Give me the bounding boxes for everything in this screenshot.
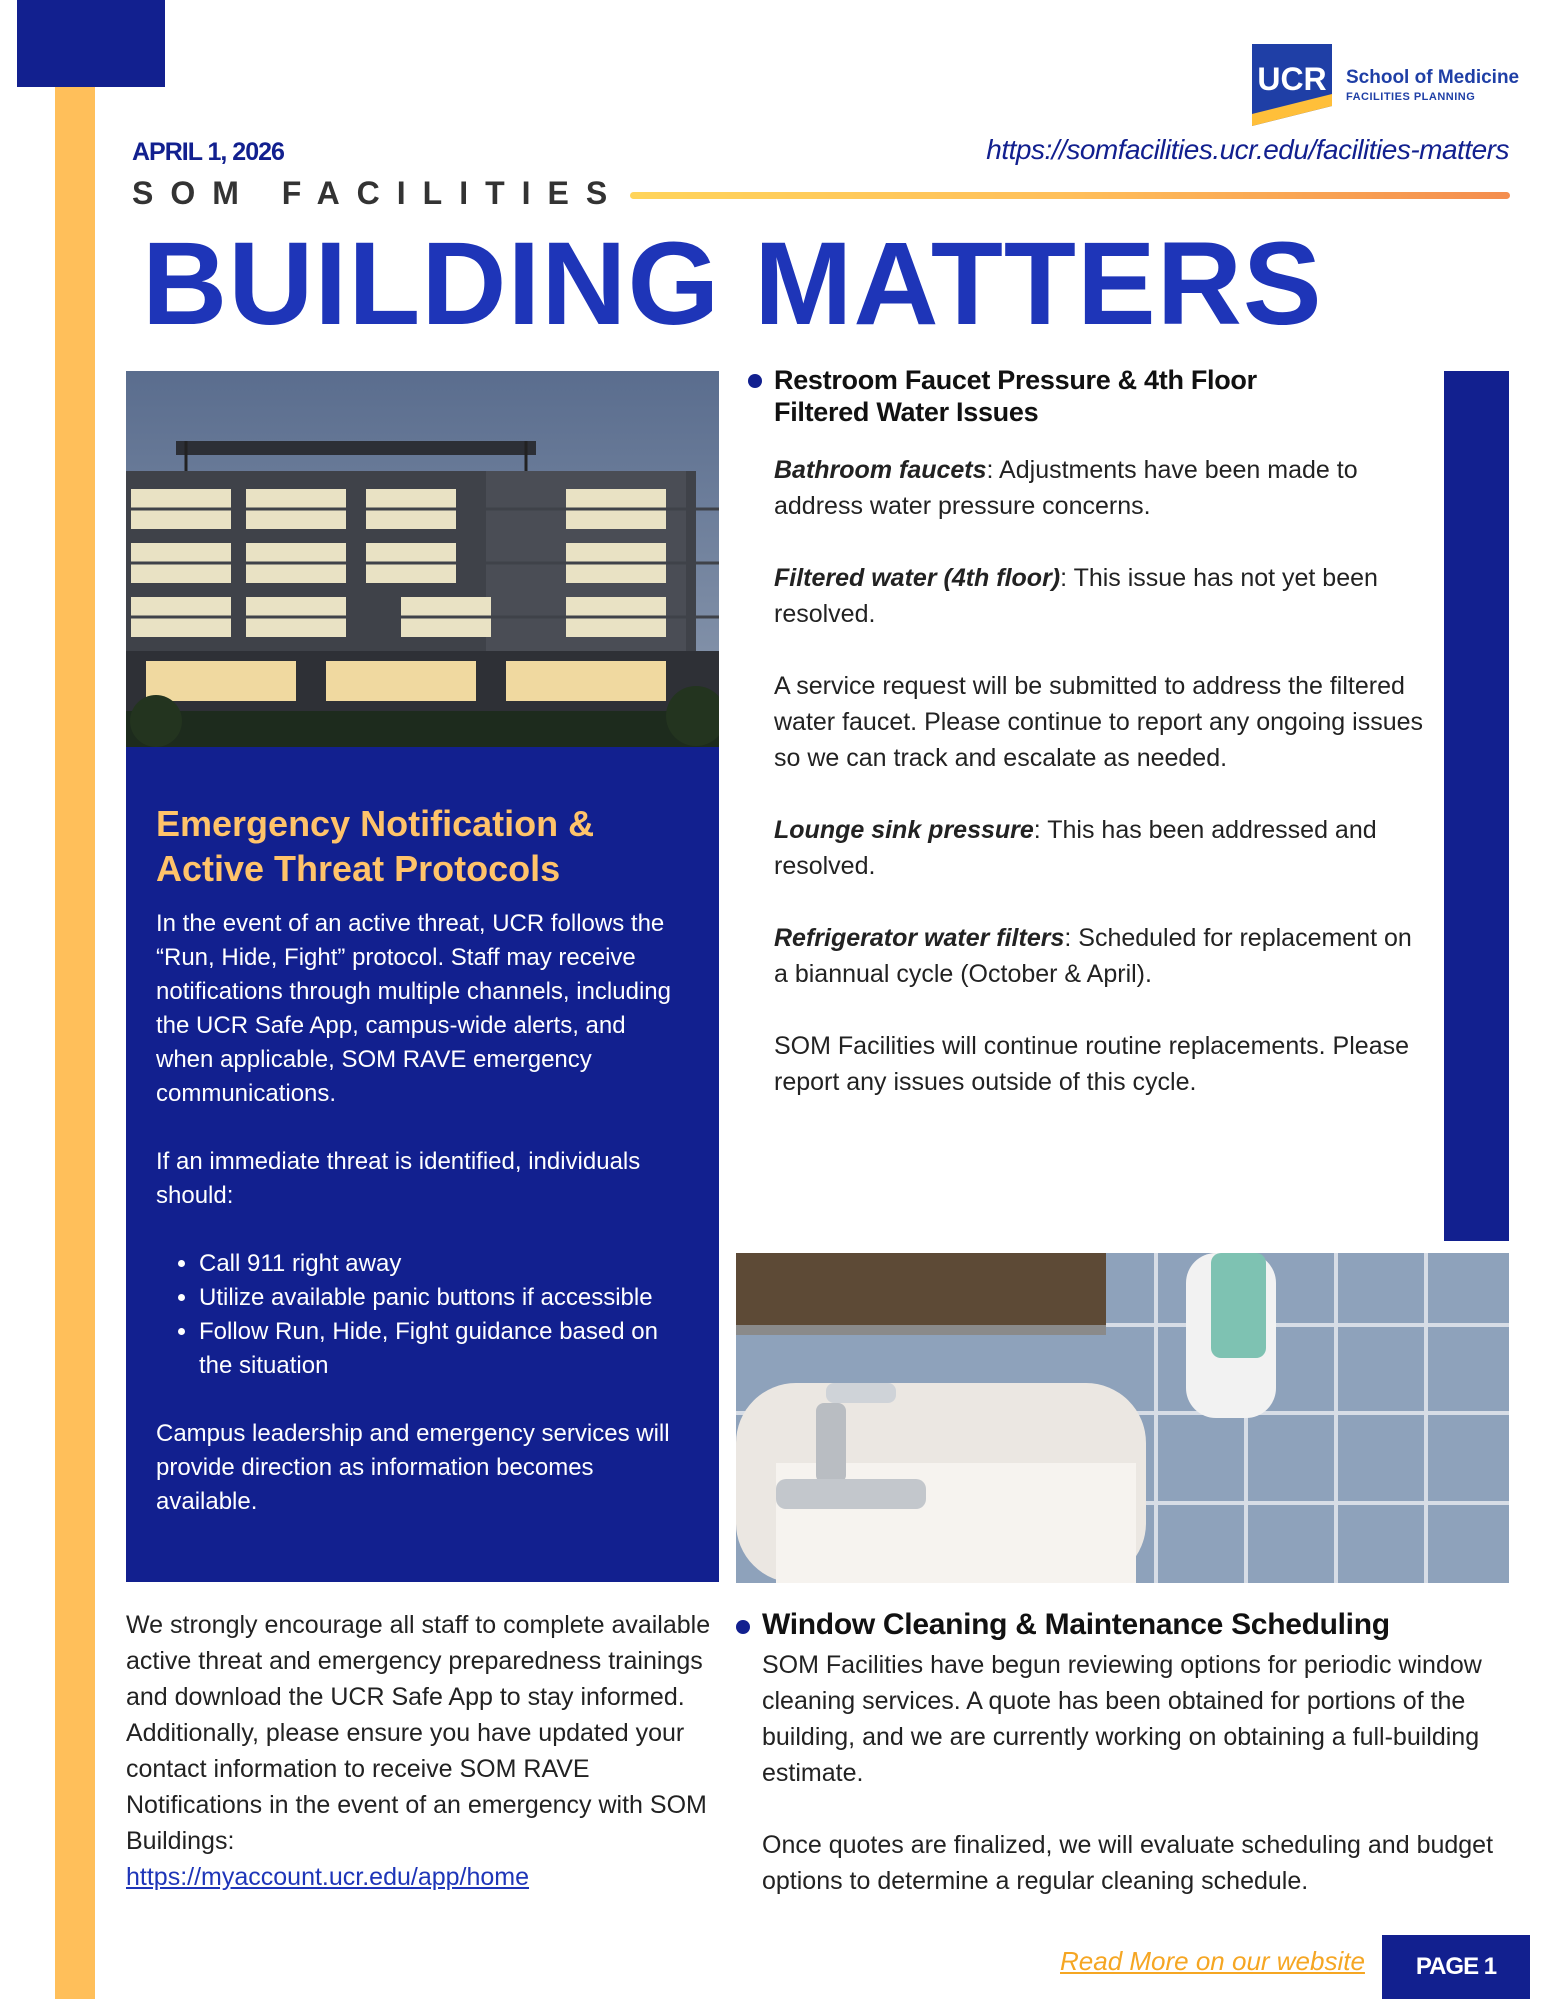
sink-photo: [736, 1253, 1509, 1583]
list-item: • Call 911 right away: [199, 1247, 689, 1281]
emergency-bullets: [156, 1247, 689, 1383]
emergency-instructions: If an immediate threat is identified, individuals should:: [156, 1148, 641, 1209]
logo-school-name: School of Medicine: [1346, 67, 1520, 88]
page-title: BUILDING MATTERS: [142, 218, 1323, 350]
ucr-shield-icon: [1252, 44, 1332, 126]
page-number: PAGE 1: [1382, 1935, 1530, 1999]
read-more-link[interactable]: Read More on our website: [1060, 1946, 1365, 1976]
water-closing: SOM Facilities will continue routine replacements. Please report any issues outside of this cycle.: [774, 1032, 1409, 1096]
windows-section-title: Window Cleaning & Maintenance Scheduling: [762, 1608, 1390, 1641]
building-photo: [126, 371, 719, 747]
emergency-intro: In the event of an active threat, UCR follows the “Run, Hide, Fight” protocol. Staff may receive notifications through multiple channels, including the UCR Safe App, campus-wide alerts, and when applicable, SOM RAVE emergency communications.: [156, 910, 671, 1107]
ucr-logo: [1252, 44, 1519, 126]
gradient-divider: [630, 192, 1510, 199]
windows-section: [736, 1607, 1516, 1899]
svg-text:UCR: UCR: [1257, 61, 1327, 97]
emergency-closing: Campus leadership and emergency services will provide direction as information becomes available.: [156, 1420, 670, 1515]
kicker: SOM FACILITIES: [132, 175, 625, 211]
bullet-dot-icon: [748, 374, 762, 388]
myaccount-link[interactable]: https://myaccount.ucr.edu/app/home: [126, 1863, 530, 1891]
item-fridge-filters: Refrigerator water filters: Scheduled for replacement on a biannual cycle (October & April).: [774, 924, 1412, 988]
emergency-panel: [126, 747, 719, 1582]
list-item: • Follow Run, Hide, Fight guidance based on the situation: [199, 1315, 689, 1383]
issue-date: APRIL 1, 2026: [132, 138, 284, 166]
water-section-title: Restroom Faucet Pressure & 4th Floor Filtered Water Issues: [774, 365, 1257, 427]
right-accent-bar: [1444, 371, 1509, 1241]
emergency-title: Emergency Notification & Active Threat Protocols: [156, 803, 595, 889]
newsletter-url[interactable]: https://somfacilities.ucr.edu/facilities-matters: [986, 134, 1509, 165]
item-filtered-water: Filtered water (4th floor): This issue has not yet been resolved.: [774, 564, 1378, 628]
water-section: [748, 364, 1428, 1100]
left-accent-bar: [55, 87, 95, 1999]
item-lounge-sink: Lounge sink pressure: This has been addressed and resolved.: [774, 816, 1377, 880]
logo-unit-name: FACILITIES PLANNING: [1346, 91, 1476, 103]
item-bathroom-faucets: Bathroom faucets: Adjustments have been made to address water pressure concerns.: [774, 456, 1358, 520]
training-note: We strongly encourage all staff to complete available active threat and emergency preparedness trainings and download the UCR Safe App to stay informed. Additionally, please ensure you have updated your contact information to receive SOM RAVE Notifications in the event of an emergency with SOM Buildings: https://myaccount.ucr.edu/app/home: [126, 1611, 711, 1891]
bullet-dot-icon: [736, 1620, 750, 1634]
service-note: A service request will be submitted to address the filtered water faucet. Please continue to report any ongoing issues so we can track and escalate as needed.: [774, 672, 1424, 772]
windows-para-1: SOM Facilities have begun reviewing options for periodic window cleaning services. A quote has been obtained for portions of the building, and we are currently working on obtaining a full-building estimate.: [762, 1651, 1482, 1787]
windows-para-2: Once quotes are finalized, we will evaluate scheduling and budget options to determine a regular cleaning schedule.: [762, 1831, 1494, 1895]
top-corner-block: [17, 0, 165, 87]
list-item: • Utilize available panic buttons if accessible: [199, 1281, 689, 1315]
